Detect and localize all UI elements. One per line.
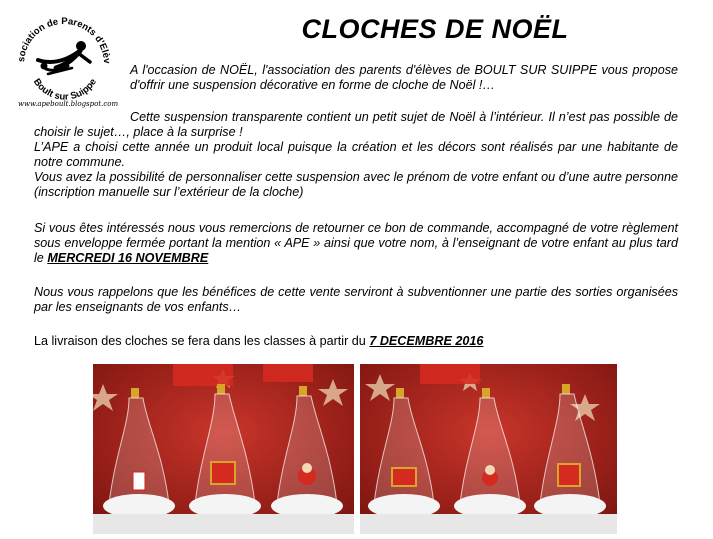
family-figures-icon [38, 42, 90, 75]
svg-text:Association de Parents d'Elève [8, 6, 112, 65]
delivery-paragraph [34, 334, 678, 349]
benefits-paragraph: Nous vous rappelons que les bénéfices de cette vente serviront à subventionner une partie des sorties organisées par les enseignants de vos enfants… [34, 285, 678, 314]
order-text: Si vous êtes intéressés nous vous remercions de retourner ce bon de commande, accompagné de votre règlement sous enveloppe fermée portant la mention « APE » ainsi que votre nom, à l’enseignant de votre enfant au plus tard le [34, 221, 678, 265]
logo-url: www.apeboult.blogspot.com [18, 100, 119, 108]
bells-photo-right [360, 364, 617, 534]
deadline-date: MERCREDI 16 NOVEMBRE [47, 251, 209, 265]
description-line-1: Cette suspension transparente contient un petit sujet de Noël à l’intérieur. Il n’est pas possible de choisir le sujet…, place à la surprise ! [34, 110, 678, 139]
intro-paragraph: A l'occasion de NOËL, l'association des parents d'élèves de BOULT SUR SUIPPE vous propose d'offrir une suspension décorative en forme de cloche de Noël !… [130, 63, 678, 92]
description-paragraph [34, 110, 678, 200]
description-line-3: Vous avez la possibilité de personnaliser cette suspension avec le prénom de votre enfant ou d’une autre personne (inscription manuelle sur l’extérieur de la cloche) [34, 170, 678, 199]
delivery-date: 7 DECEMBRE 2016 [369, 334, 484, 348]
svg-text:Boult sur Suippe [31, 77, 99, 103]
page-title: CLOCHES DE NOËL [301, 14, 569, 44]
logo-arc-bottom-text: Boult sur Suippe [30, 76, 100, 103]
bells-photo-left [93, 364, 354, 534]
logo-arc-top-text: sociation de Parents d'Elèv [16, 15, 113, 65]
description-line-2: L’APE a choisi cette année un produit local puisque la création et les décors sont réalisés par une habitante de notre commune. [34, 140, 678, 169]
delivery-text: La livraison des cloches se fera dans les classes à partir du [34, 334, 366, 348]
ape-logo [8, 6, 120, 112]
order-paragraph [34, 221, 678, 266]
